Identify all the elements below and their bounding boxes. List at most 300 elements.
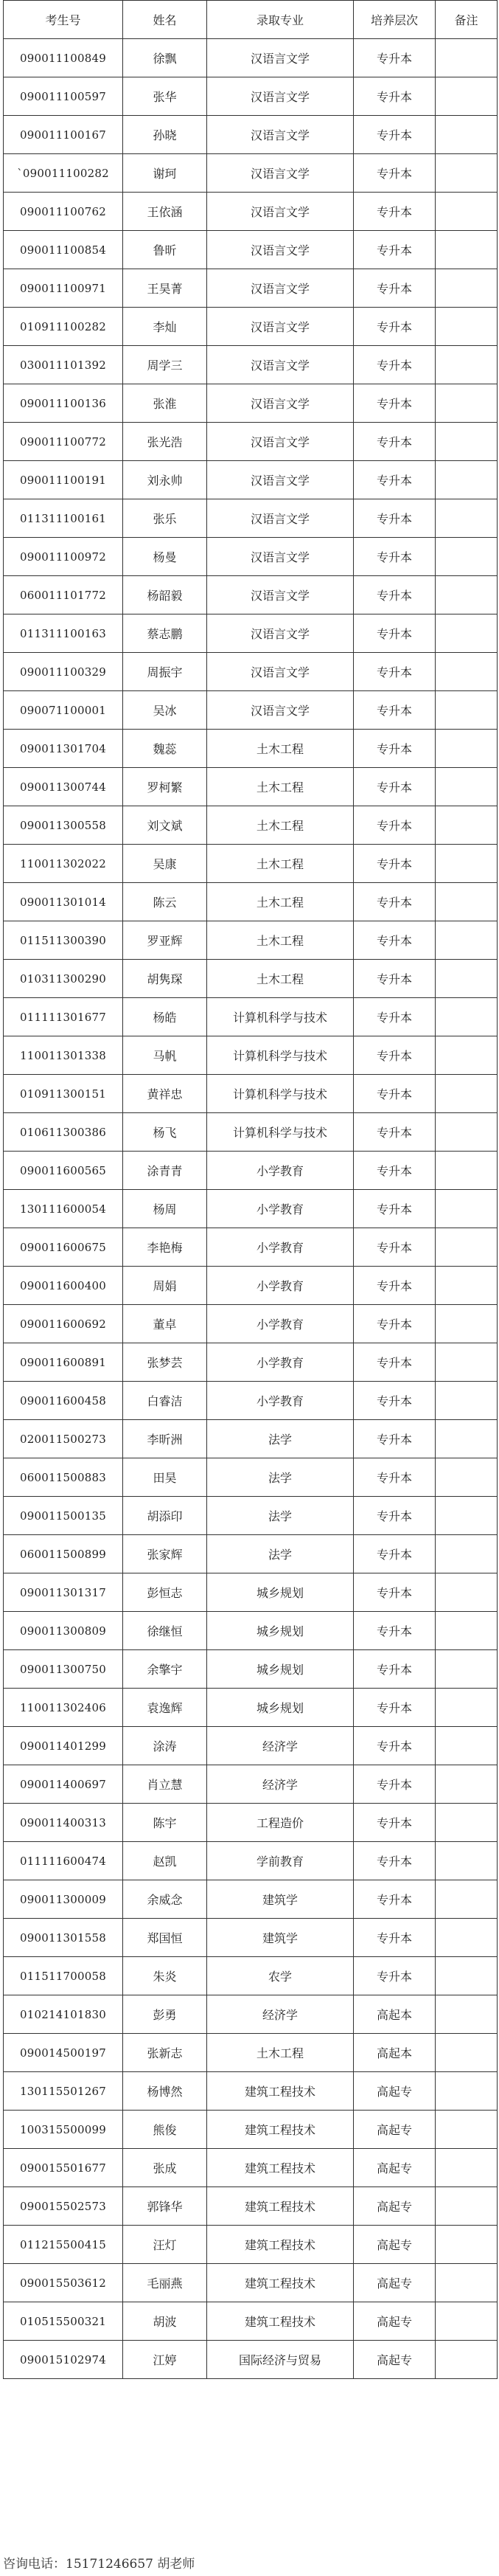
- table-row: [4, 845, 498, 883]
- level-cell: 专升本: [354, 308, 436, 346]
- remarks-cell: [436, 346, 498, 384]
- major-cell: 建筑工程技术: [207, 2072, 354, 2111]
- exam-number-cell: 090015102974: [4, 2341, 123, 2379]
- name-cell: 吴冰: [123, 691, 207, 730]
- table-row: [4, 998, 498, 1036]
- remarks-cell: [436, 1612, 498, 1650]
- name-cell: 毛丽燕: [123, 2264, 207, 2302]
- name-cell: 李艳梅: [123, 1228, 207, 1267]
- exam-number-cell: 020011500273: [4, 1420, 123, 1458]
- major-cell: 法学: [207, 1497, 354, 1535]
- exam-number-cell: 011111301677: [4, 998, 123, 1036]
- major-cell: 土木工程: [207, 806, 354, 845]
- remarks-cell: [436, 77, 498, 116]
- major-cell: 汉语言文学: [207, 384, 354, 423]
- remarks-cell: [436, 1228, 498, 1267]
- remarks-cell: [436, 154, 498, 193]
- remarks-cell: [436, 116, 498, 154]
- table-row: [4, 883, 498, 921]
- remarks-cell: [436, 1267, 498, 1305]
- name-cell: 马帆: [123, 1036, 207, 1075]
- major-cell: 建筑学: [207, 1919, 354, 1957]
- level-cell: 专升本: [354, 883, 436, 921]
- name-cell: 孙晓: [123, 116, 207, 154]
- table-row: [4, 1228, 498, 1267]
- name-cell: 杨飞: [123, 1113, 207, 1152]
- name-cell: 董卓: [123, 1305, 207, 1343]
- major-cell: 法学: [207, 1420, 354, 1458]
- table-row: [4, 921, 498, 960]
- name-cell: 王依涵: [123, 193, 207, 231]
- level-cell: 专升本: [354, 1305, 436, 1343]
- table-row: [4, 461, 498, 499]
- name-cell: 余擎宇: [123, 1650, 207, 1689]
- level-cell: 高起专: [354, 2072, 436, 2111]
- exam-number-cell: 010214101830: [4, 1995, 123, 2034]
- remarks-cell: [436, 193, 498, 231]
- level-cell: 专升本: [354, 538, 436, 576]
- name-cell: 李昕洲: [123, 1420, 207, 1458]
- level-cell: 专升本: [354, 1458, 436, 1497]
- name-cell: 涂涛: [123, 1727, 207, 1765]
- major-cell: 土木工程: [207, 883, 354, 921]
- name-cell: 张光浩: [123, 423, 207, 461]
- exam-number-cell: 090011301558: [4, 1919, 123, 1957]
- table-row: [4, 1573, 498, 1612]
- exam-number-cell: 090011100972: [4, 538, 123, 576]
- name-cell: 李灿: [123, 308, 207, 346]
- exam-number-cell: 090011300809: [4, 1612, 123, 1650]
- major-cell: 国际经济与贸易: [207, 2341, 354, 2379]
- major-cell: 工程造价: [207, 1804, 354, 1842]
- name-cell: 蔡志鹏: [123, 614, 207, 653]
- name-cell: 黄祥忠: [123, 1075, 207, 1113]
- table-row: [4, 2264, 498, 2302]
- major-cell: 小学教育: [207, 1190, 354, 1228]
- major-cell: 汉语言文学: [207, 653, 354, 691]
- exam-number-cell: 090011600400: [4, 1267, 123, 1305]
- name-cell: 张新志: [123, 2034, 207, 2072]
- exam-number-cell: 010611300386: [4, 1113, 123, 1152]
- major-cell: 经济学: [207, 1765, 354, 1804]
- contact-footer: 咨询电话：15171246657 胡老师: [3, 2557, 195, 2572]
- level-cell: 专升本: [354, 921, 436, 960]
- exam-number-cell: 090011600458: [4, 1382, 123, 1420]
- major-cell: 小学教育: [207, 1152, 354, 1190]
- exam-number-cell: 090011600891: [4, 1343, 123, 1382]
- table-row: [4, 2341, 498, 2379]
- name-cell: 赵凯: [123, 1842, 207, 1880]
- level-cell: 专升本: [354, 1535, 436, 1573]
- name-cell: 周娟: [123, 1267, 207, 1305]
- remarks-cell: [436, 1113, 498, 1152]
- level-cell: 专升本: [354, 1036, 436, 1075]
- level-cell: 专升本: [354, 1497, 436, 1535]
- table-row: [4, 1842, 498, 1880]
- table-row: [4, 1113, 498, 1152]
- table-row: [4, 1804, 498, 1842]
- table-row: [4, 960, 498, 998]
- exam-number-cell: 090011301704: [4, 730, 123, 768]
- level-cell: 专升本: [354, 1765, 436, 1804]
- name-cell: 罗柯繁: [123, 768, 207, 806]
- remarks-cell: [436, 384, 498, 423]
- major-cell: 计算机科学与技术: [207, 998, 354, 1036]
- level-cell: 专升本: [354, 998, 436, 1036]
- exam-number-cell: 090011100849: [4, 39, 123, 77]
- exam-number-cell: 090011100854: [4, 231, 123, 269]
- exam-number-cell: 090011100191: [4, 461, 123, 499]
- name-cell: 杨周: [123, 1190, 207, 1228]
- major-cell: 计算机科学与技术: [207, 1113, 354, 1152]
- table-row: [4, 77, 498, 116]
- major-cell: 小学教育: [207, 1382, 354, 1420]
- remarks-cell: [436, 2149, 498, 2187]
- table-row: [4, 730, 498, 768]
- exam-number-cell: 130111600054: [4, 1190, 123, 1228]
- level-cell: 专升本: [354, 1113, 436, 1152]
- remarks-cell: [436, 499, 498, 538]
- name-cell: 周振宇: [123, 653, 207, 691]
- table-row: [4, 1880, 498, 1919]
- major-cell: 汉语言文学: [207, 423, 354, 461]
- major-cell: 汉语言文学: [207, 231, 354, 269]
- name-cell: 鲁昕: [123, 231, 207, 269]
- admission-table: [3, 0, 498, 2379]
- level-cell: 专升本: [354, 806, 436, 845]
- remarks-cell: [436, 2187, 498, 2226]
- name-cell: 张乐: [123, 499, 207, 538]
- table-row: [4, 576, 498, 614]
- name-cell: 杨韶毅: [123, 576, 207, 614]
- exam-number-cell: 090011401299: [4, 1727, 123, 1765]
- table-row: [4, 2149, 498, 2187]
- remarks-cell: [436, 2111, 498, 2149]
- exam-number-cell: 090015501677: [4, 2149, 123, 2187]
- exam-number-cell: 090015502573: [4, 2187, 123, 2226]
- level-cell: 高起专: [354, 2264, 436, 2302]
- remarks-cell: [436, 1343, 498, 1382]
- level-cell: 专升本: [354, 269, 436, 308]
- table-row: [4, 231, 498, 269]
- name-cell: 胡隽琛: [123, 960, 207, 998]
- remarks-cell: [436, 1036, 498, 1075]
- exam-number-cell: 090014500197: [4, 2034, 123, 2072]
- major-cell: 城乡规划: [207, 1650, 354, 1689]
- exam-number-cell: 090011100772: [4, 423, 123, 461]
- major-cell: 学前教育: [207, 1842, 354, 1880]
- exam-number-cell: 090011300009: [4, 1880, 123, 1919]
- major-cell: 汉语言文学: [207, 691, 354, 730]
- name-cell: 罗亚辉: [123, 921, 207, 960]
- level-cell: 高起本: [354, 2034, 436, 2072]
- major-cell: 小学教育: [207, 1267, 354, 1305]
- name-cell: 谢珂: [123, 154, 207, 193]
- major-cell: 土木工程: [207, 2034, 354, 2072]
- major-cell: 汉语言文学: [207, 346, 354, 384]
- level-cell: 专升本: [354, 730, 436, 768]
- table-row: [4, 1650, 498, 1689]
- name-cell: 袁逸辉: [123, 1689, 207, 1727]
- exam-number-cell: 010515500321: [4, 2302, 123, 2341]
- level-cell: 专升本: [354, 1573, 436, 1612]
- exam-number-cell: 010311300290: [4, 960, 123, 998]
- name-cell: 朱炎: [123, 1957, 207, 1995]
- remarks-cell: [436, 1190, 498, 1228]
- level-cell: 专升本: [354, 1075, 436, 1113]
- exam-number-cell: 011311100161: [4, 499, 123, 538]
- name-cell: 田昊: [123, 1458, 207, 1497]
- remarks-cell: [436, 2302, 498, 2341]
- remarks-cell: [436, 845, 498, 883]
- level-cell: 专升本: [354, 1957, 436, 1995]
- name-cell: 胡波: [123, 2302, 207, 2341]
- level-cell: 专升本: [354, 576, 436, 614]
- remarks-cell: [436, 1152, 498, 1190]
- level-cell: 高起专: [354, 2302, 436, 2341]
- exam-number-cell: 011511300390: [4, 921, 123, 960]
- level-cell: 专升本: [354, 845, 436, 883]
- table-row: [4, 1919, 498, 1957]
- name-cell: 周学三: [123, 346, 207, 384]
- table-row: [4, 346, 498, 384]
- table-row: [4, 2072, 498, 2111]
- major-cell: 城乡规划: [207, 1689, 354, 1727]
- remarks-cell: [436, 231, 498, 269]
- major-cell: 建筑工程技术: [207, 2111, 354, 2149]
- name-cell: 白睿洁: [123, 1382, 207, 1420]
- header-exam-number: 考生号: [4, 1, 123, 39]
- major-cell: 计算机科学与技术: [207, 1036, 354, 1075]
- exam-number-cell: 090011300558: [4, 806, 123, 845]
- level-cell: 专升本: [354, 193, 436, 231]
- remarks-cell: [436, 1535, 498, 1573]
- level-cell: 专升本: [354, 1152, 436, 1190]
- major-cell: 汉语言文学: [207, 269, 354, 308]
- name-cell: 徐飘: [123, 39, 207, 77]
- major-cell: 土木工程: [207, 960, 354, 998]
- name-cell: 陈宇: [123, 1804, 207, 1842]
- remarks-cell: [436, 461, 498, 499]
- exam-number-cell: 110011302406: [4, 1689, 123, 1727]
- exam-number-cell: 090011300744: [4, 768, 123, 806]
- name-cell: 杨博然: [123, 2072, 207, 2111]
- name-cell: 涂青青: [123, 1152, 207, 1190]
- remarks-cell: [436, 39, 498, 77]
- remarks-cell: [436, 960, 498, 998]
- exam-number-cell: 090011100971: [4, 269, 123, 308]
- table-row: [4, 1957, 498, 1995]
- remarks-cell: [436, 768, 498, 806]
- table-row: [4, 499, 498, 538]
- remarks-cell: [436, 1650, 498, 1689]
- major-cell: 法学: [207, 1535, 354, 1573]
- level-cell: 专升本: [354, 1612, 436, 1650]
- table-row: [4, 154, 498, 193]
- major-cell: 汉语言文学: [207, 193, 354, 231]
- remarks-cell: [436, 1957, 498, 1995]
- name-cell: 熊俊: [123, 2111, 207, 2149]
- major-cell: 城乡规划: [207, 1612, 354, 1650]
- name-cell: 吴康: [123, 845, 207, 883]
- remarks-cell: [436, 921, 498, 960]
- exam-number-cell: 130115501267: [4, 2072, 123, 2111]
- table-row: [4, 269, 498, 308]
- major-cell: 计算机科学与技术: [207, 1075, 354, 1113]
- major-cell: 土木工程: [207, 730, 354, 768]
- level-cell: 专升本: [354, 77, 436, 116]
- remarks-cell: [436, 2072, 498, 2111]
- name-cell: 刘文斌: [123, 806, 207, 845]
- table-row: [4, 308, 498, 346]
- name-cell: 江婷: [123, 2341, 207, 2379]
- remarks-cell: [436, 1458, 498, 1497]
- header-remarks: 备注: [436, 1, 498, 39]
- level-cell: 高起专: [354, 2341, 436, 2379]
- level-cell: 专升本: [354, 960, 436, 998]
- level-cell: 专升本: [354, 1727, 436, 1765]
- remarks-cell: [436, 883, 498, 921]
- remarks-cell: [436, 614, 498, 653]
- remarks-cell: [436, 269, 498, 308]
- level-cell: 专升本: [354, 1689, 436, 1727]
- major-cell: 汉语言文学: [207, 308, 354, 346]
- table-row: [4, 2302, 498, 2341]
- level-cell: 专升本: [354, 1228, 436, 1267]
- level-cell: 高起专: [354, 2111, 436, 2149]
- table-row: [4, 691, 498, 730]
- exam-number-cell: 090011100762: [4, 193, 123, 231]
- header-name: 姓名: [123, 1, 207, 39]
- exam-number-cell: 011215500415: [4, 2226, 123, 2264]
- remarks-cell: [436, 730, 498, 768]
- level-cell: 专升本: [354, 1420, 436, 1458]
- exam-number-cell: 090011600692: [4, 1305, 123, 1343]
- level-cell: 专升本: [354, 1343, 436, 1382]
- level-cell: 专升本: [354, 1190, 436, 1228]
- major-cell: 汉语言文学: [207, 461, 354, 499]
- name-cell: 彭勇: [123, 1995, 207, 2034]
- remarks-cell: [436, 1804, 498, 1842]
- major-cell: 经济学: [207, 1995, 354, 2034]
- level-cell: 专升本: [354, 1382, 436, 1420]
- name-cell: 魏蕊: [123, 730, 207, 768]
- level-cell: 专升本: [354, 691, 436, 730]
- exam-number-cell: 090011400313: [4, 1804, 123, 1842]
- name-cell: 郭锋华: [123, 2187, 207, 2226]
- remarks-cell: [436, 806, 498, 845]
- table-row: [4, 39, 498, 77]
- major-cell: 汉语言文学: [207, 499, 354, 538]
- remarks-cell: [436, 1497, 498, 1535]
- table-row: [4, 1305, 498, 1343]
- exam-number-cell: 090011400697: [4, 1765, 123, 1804]
- name-cell: 陈云: [123, 883, 207, 921]
- table-row: [4, 1458, 498, 1497]
- remarks-cell: [436, 1727, 498, 1765]
- exam-number-cell: 100315500099: [4, 2111, 123, 2149]
- table-row: [4, 1382, 498, 1420]
- exam-number-cell: 011111600474: [4, 1842, 123, 1880]
- table-row: [4, 2226, 498, 2264]
- major-cell: 农学: [207, 1957, 354, 1995]
- remarks-cell: [436, 1075, 498, 1113]
- major-cell: 法学: [207, 1458, 354, 1497]
- level-cell: 专升本: [354, 461, 436, 499]
- table-row: [4, 614, 498, 653]
- exam-number-cell: 090011301317: [4, 1573, 123, 1612]
- table-row: [4, 1075, 498, 1113]
- major-cell: 汉语言文学: [207, 538, 354, 576]
- remarks-cell: [436, 2264, 498, 2302]
- name-cell: 杨皓: [123, 998, 207, 1036]
- level-cell: 专升本: [354, 1842, 436, 1880]
- remarks-cell: [436, 2034, 498, 2072]
- level-cell: 专升本: [354, 39, 436, 77]
- remarks-cell: [436, 1305, 498, 1343]
- remarks-cell: [436, 2226, 498, 2264]
- table-row: [4, 653, 498, 691]
- major-cell: 建筑工程技术: [207, 2302, 354, 2341]
- table-row: [4, 1190, 498, 1228]
- table-row: [4, 538, 498, 576]
- name-cell: 徐继恒: [123, 1612, 207, 1650]
- major-cell: 建筑工程技术: [207, 2149, 354, 2187]
- major-cell: 小学教育: [207, 1305, 354, 1343]
- table-row: [4, 1343, 498, 1382]
- remarks-cell: [436, 1842, 498, 1880]
- level-cell: 专升本: [354, 346, 436, 384]
- table-row: [4, 1152, 498, 1190]
- exam-number-cell: 090011300750: [4, 1650, 123, 1689]
- remarks-cell: [436, 423, 498, 461]
- table-row: [4, 1765, 498, 1804]
- table-row: [4, 2034, 498, 2072]
- name-cell: 张淮: [123, 384, 207, 423]
- level-cell: 高起专: [354, 2187, 436, 2226]
- major-cell: 经济学: [207, 1727, 354, 1765]
- level-cell: 专升本: [354, 384, 436, 423]
- level-cell: 专升本: [354, 1880, 436, 1919]
- name-cell: 杨曼: [123, 538, 207, 576]
- level-cell: 专升本: [354, 499, 436, 538]
- major-cell: 汉语言文学: [207, 576, 354, 614]
- table-row: [4, 1420, 498, 1458]
- remarks-cell: [436, 1689, 498, 1727]
- remarks-cell: [436, 653, 498, 691]
- exam-number-cell: 090015503612: [4, 2264, 123, 2302]
- table-header: [4, 1, 498, 39]
- table-row: [4, 2111, 498, 2149]
- name-cell: 张家辉: [123, 1535, 207, 1573]
- remarks-cell: [436, 1382, 498, 1420]
- level-cell: 专升本: [354, 116, 436, 154]
- level-cell: 专升本: [354, 231, 436, 269]
- remarks-cell: [436, 576, 498, 614]
- level-cell: 高起本: [354, 1995, 436, 2034]
- exam-number-cell: 010911300151: [4, 1075, 123, 1113]
- table-row: [4, 193, 498, 231]
- major-cell: 汉语言文学: [207, 614, 354, 653]
- header-major: 录取专业: [207, 1, 354, 39]
- exam-number-cell: 090011600675: [4, 1228, 123, 1267]
- remarks-cell: [436, 1765, 498, 1804]
- table-row: [4, 1995, 498, 2034]
- table-row: [4, 116, 498, 154]
- name-cell: 张华: [123, 77, 207, 116]
- remarks-cell: [436, 998, 498, 1036]
- level-cell: 专升本: [354, 1267, 436, 1305]
